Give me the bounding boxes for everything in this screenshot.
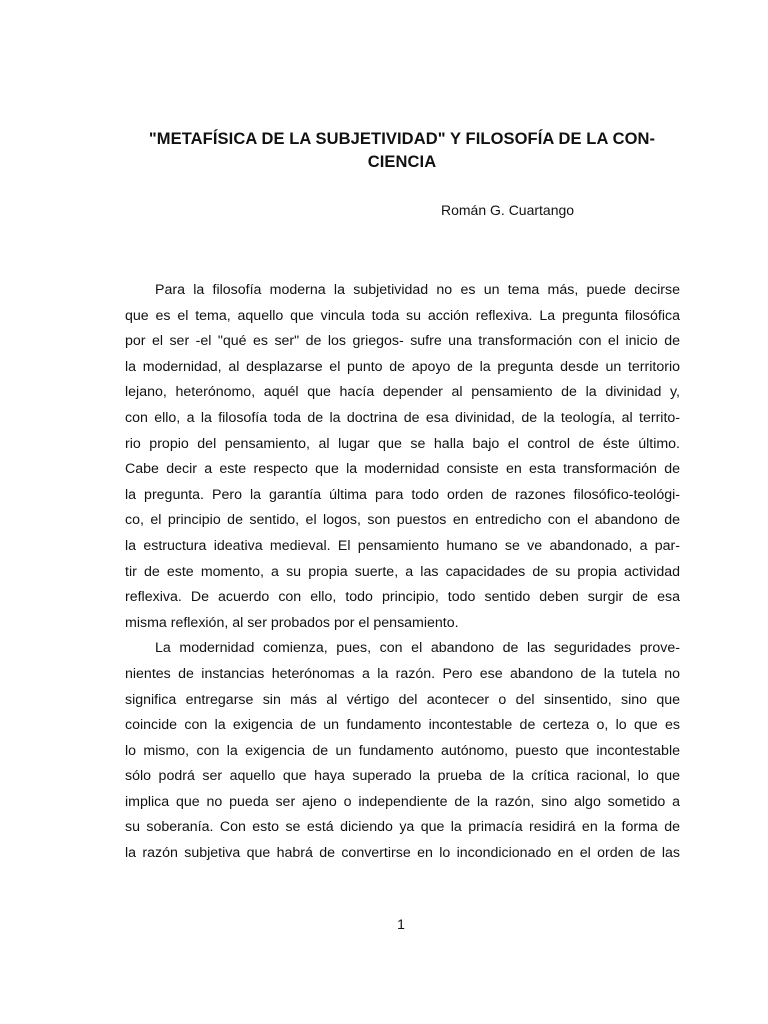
text-line: sólo podrá ser aquello que haya superado la prueba de la crítica racional, lo que [125, 768, 680, 785]
text-line: su soberanía. Con esto se está diciendo ya que la primacía residirá en la forma de [125, 819, 680, 836]
text-line: co, el principio de sentido, el logos, son puestos en entredicho con el abandono de [125, 512, 680, 529]
text-line: Para la filosofía moderna la subjetividad no es un tema más, puede decirse [155, 282, 680, 298]
text-line: la modernidad, al desplazarse el punto de apoyo de la pregunta desde un territorio [125, 358, 680, 375]
text-line: Cabe decir a este respecto que la modernidad consiste en esta transformación de [125, 461, 680, 478]
title-line: "METAFÍSICA DE LA SUBJETIVIDAD" Y FILOSOFÍA DE LA CON- [148, 130, 656, 148]
paragraph [125, 636, 680, 866]
paragraph [125, 278, 680, 636]
text-line: la razón subjetiva que habrá de convertirse en lo incondicionado en el orden de las [125, 845, 680, 862]
text-line: La modernidad comienza, pues, con el abandono de las seguridades prove- [155, 640, 680, 657]
body-text [125, 278, 680, 867]
text-line: lejano, heterónomo, aquél que hacía depender al pensamiento de la divinidad y, [125, 384, 680, 401]
text-line: la pregunta. Pero la garantía última para todo orden de razones filosófico-teológi- [125, 486, 680, 503]
text-line: reflexiva. De acuerdo con ello, todo principio, todo sentido deben surgir de esa [125, 589, 680, 606]
page-number: 1 [397, 916, 405, 932]
text-line: tir de este momento, a su propia suerte, a las capacidades de su propia actividad [125, 563, 680, 580]
text-line: rio propio del pensamiento, al lugar que se halla bajo el control de éste último. [125, 435, 680, 452]
text-line: la estructura ideativa medieval. El pensamiento humano se ve abandonado, a par- [125, 537, 680, 554]
text-line: nientes de instancias heterónomas a la razón. Pero ese abandono de la tutela no [125, 665, 680, 682]
document-title [120, 128, 684, 174]
text-line: con ello, a la filosofía toda de la doctrina de esa divinidad, de la teología, al territo- [125, 409, 680, 426]
text-line: que es el tema, aquello que vincula toda su acción reflexiva. La pregunta filosófica [125, 307, 680, 324]
title-line: CIENCIA [367, 153, 437, 171]
text-line: significa entregarse sin más al vértigo del acontecer o del sinsentido, sino que [125, 691, 680, 708]
text-line: misma reflexión, al ser probados por el pensamiento. [125, 614, 459, 631]
text-line: por el ser -el "qué es ser" de los griegos- sufre una transformación con el inicio de [125, 333, 680, 350]
author-name: Román G. Cuartango [441, 202, 575, 218]
text-line: implica que no pueda ser ajeno o independiente de la razón, sino algo sometido a [125, 793, 680, 810]
text-line: coincide con la exigencia de un fundamento incontestable de certeza o, lo que es [125, 717, 680, 734]
text-line: lo mismo, con la exigencia de un fundamento autónomo, puesto que incontestable [125, 742, 680, 759]
